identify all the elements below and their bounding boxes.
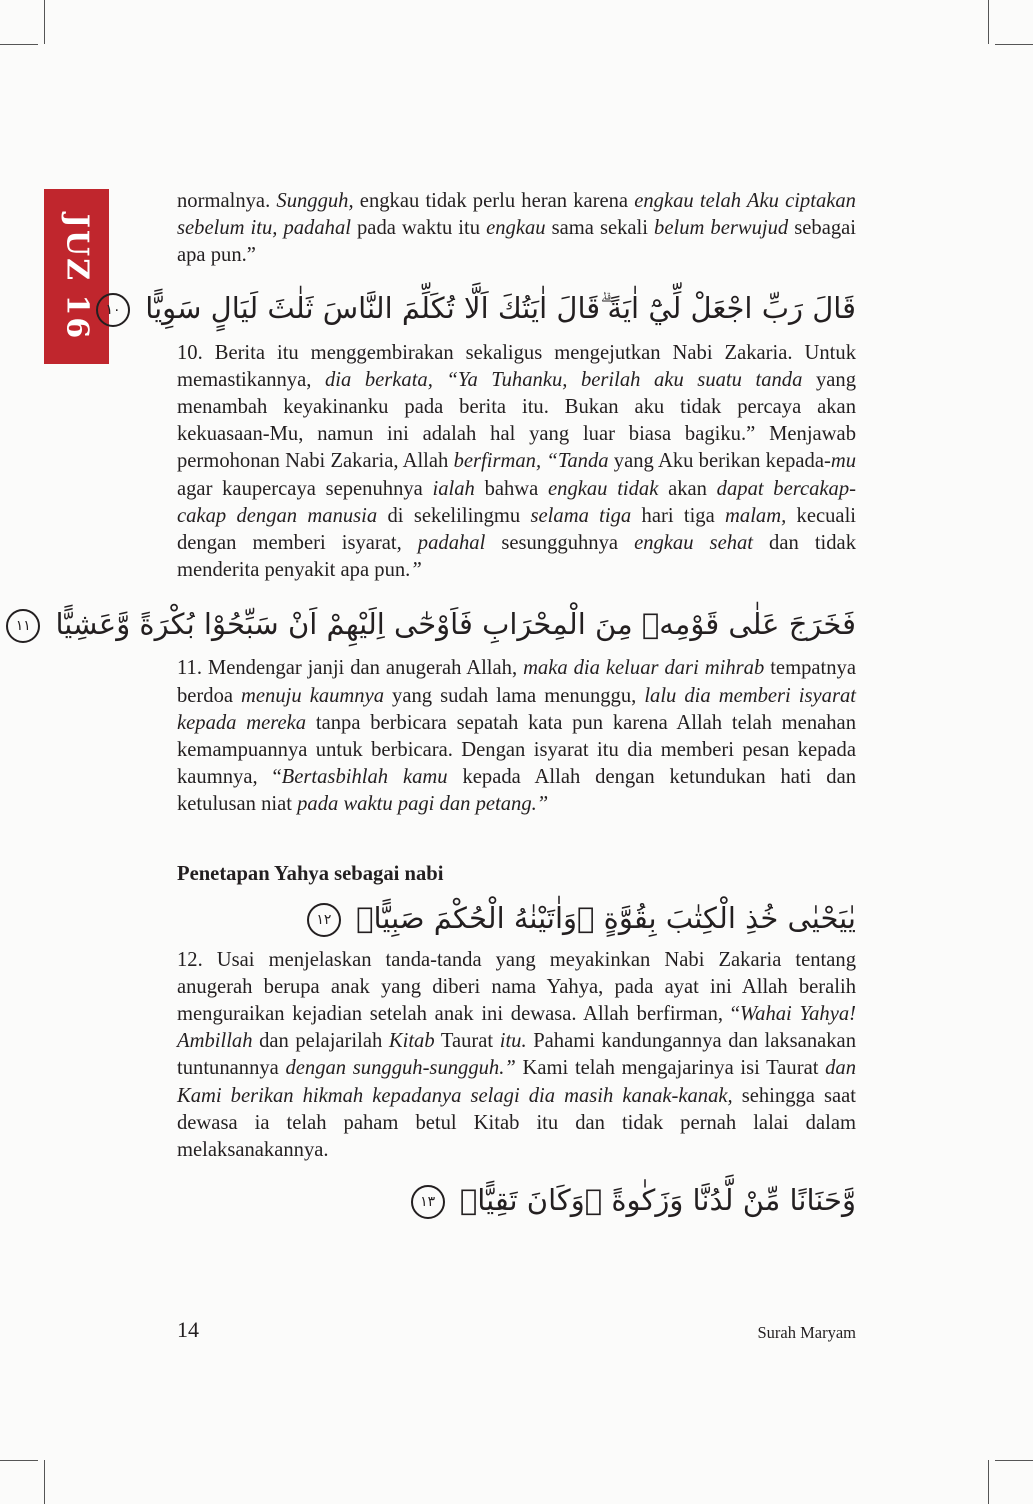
- paragraph-verse-12: [177, 947, 856, 1165]
- italic-text-run: belum berwujud: [654, 217, 789, 240]
- text-run: dan pelajarilah: [252, 1030, 389, 1053]
- text-run: normalnya.: [177, 190, 277, 212]
- italic-text-run: Kitab: [388, 1030, 435, 1053]
- text-run: hari tiga: [631, 504, 726, 527]
- italic-text-run: ialah: [432, 477, 475, 500]
- italic-text-run: selama tiga: [530, 504, 632, 527]
- crop-mark: [988, 0, 989, 44]
- crop-mark: [0, 44, 38, 45]
- text-run: bahwa: [474, 477, 549, 500]
- text-run: sesungguhnya: [485, 532, 635, 555]
- italic-text-run: maka dia keluar dari mihrab: [523, 657, 765, 680]
- ayah-number-marker: ١٠: [96, 293, 130, 327]
- juz-tab: [44, 189, 109, 364]
- arabic-text: فَخَرَجَ عَلٰى قَوْمِهٖ مِنَ الْمِحْرَابِ فَاَوْحٰٓى اِلَيْهِمْ اَنْ سَبِّحُوْا بُكْرَةً وَّعَشِيًّا: [55, 607, 856, 642]
- italic-text-run: pada waktu pagi dan petang.”: [297, 793, 549, 816]
- text-run: 11. Mendengar janji dan anugerah Allah,: [177, 657, 524, 680]
- running-title: Surah Maryam: [757, 1323, 856, 1342]
- italic-text-run: mu: [830, 450, 856, 473]
- text-run: kecuali dengan memberi isyarat,: [177, 504, 857, 555]
- crop-mark: [44, 1460, 45, 1504]
- crop-mark: [44, 0, 45, 44]
- text-run: yang sudah lama menunggu,: [384, 684, 645, 707]
- arabic-text: وَّحَنَانًا مِّنْ لَّدُنَّا وَزَكٰوةً ۗوَكَانَ تَقِيًّاۙ: [459, 1183, 856, 1218]
- italic-text-run: dia berkata, “Ya Tuhanku, berilah aku suatu tanda: [324, 368, 803, 391]
- italic-text-run: itu.: [499, 1030, 527, 1053]
- italic-text-run: engkau sehat: [634, 532, 754, 555]
- ayah-number-marker: ١٢: [307, 903, 341, 937]
- arabic-verse-11: [15, 606, 856, 643]
- text-run: Taurat: [434, 1030, 500, 1053]
- paragraph-verse-10: [177, 340, 856, 585]
- text-run: tempatnya berdoa: [177, 657, 856, 707]
- text-run: Pahami kandungannya dan laksanakan tuntunannya: [177, 1030, 856, 1080]
- text-run: 10. Berita itu menggembirakan sekaligus mengejutkan Nabi Zakaria. Untuk memastikannya,: [177, 341, 856, 391]
- crop-mark: [0, 1460, 38, 1461]
- paragraph-continuation: [177, 188, 856, 270]
- italic-text-run: engkau telah Aku ciptakan sebelum itu, padahal: [177, 190, 856, 240]
- italic-text-run: berfirman, “Tanda: [453, 450, 609, 473]
- italic-text-run: dengan sungguh-sungguh.”: [285, 1057, 516, 1080]
- arabic-verse-13: [177, 1182, 856, 1219]
- text-run: agar kaupercaya sepenuhnya: [177, 477, 433, 500]
- text-run: sebagai apa pun.”: [177, 217, 857, 267]
- paragraph-verse-11: [177, 655, 856, 818]
- italic-text-run: menuju kaumnya: [241, 684, 385, 707]
- italic-text-run: engkau tidak: [548, 477, 659, 500]
- ayah-number-marker: ١٣: [411, 1185, 445, 1219]
- text-run: Kami telah mengajarinya isi Taurat: [515, 1057, 826, 1080]
- italic-text-run: Sungguh,: [276, 190, 354, 212]
- crop-mark: [988, 1460, 989, 1504]
- text-run: dan tidak menderita penyakit apa pun.: [177, 532, 856, 582]
- italic-text-run: Bertasbihlah kamu: [281, 766, 448, 789]
- italic-text-run: dapat bercakap-cakap dengan manusia: [177, 477, 857, 527]
- text-run: 12. Usai menjelaskan tanda-tanda yang meyakinkan Nabi Zakaria tentang anugerah berupa anak yang diberi nama Yahya, pada ayat ini Allah beralih menguraikan kejadian setelah anak ini dewasa. Allah berfirman, “: [177, 948, 856, 1026]
- text-run: sehingga saat dewasa ia telah paham betul Kitab itu dan tidak pernah lalai dalam melaksanakannya.: [177, 1084, 856, 1162]
- arabic-verse-10: [105, 290, 856, 327]
- text-run: kepada Allah dengan ketundukan hati dan ketulusan niat: [177, 766, 857, 816]
- italic-text-run: engkau: [486, 217, 546, 240]
- text-run: sama sekali: [545, 217, 655, 240]
- crop-mark: [995, 1460, 1033, 1461]
- text-run: pada waktu itu: [350, 217, 487, 240]
- text-run: engkau tidak perlu heran karena: [353, 190, 635, 212]
- crop-mark: [995, 44, 1033, 45]
- text-run: di sekelilingmu: [377, 504, 531, 527]
- arabic-text: يٰيَحْيٰى خُذِ الْكِتٰبَ بِقُوَّةٍ ۗوَاٰتَيْنٰهُ الْحُكْمَ صَبِيًّاۙ: [356, 900, 856, 935]
- italic-text-run: lalu dia memberi isyarat kepada mereka: [177, 684, 856, 734]
- italic-text-run: dan Kami berikan hikmah kepadanya selagi dia masih kanak-kanak,: [177, 1057, 857, 1107]
- text-run: akan: [658, 477, 717, 500]
- section-heading: Penetapan Yahya sebagai nabi: [177, 862, 444, 885]
- text-run: yang menambah keyakinanku pada berita itu. Bukan aku tidak percaya akan kekuasaan-Mu, namun ini adalah hal yang luar biasa bagiku.” Menjawab permohonan Nabi Zakaria, Allah: [177, 368, 856, 473]
- juz-label: JUZ 16: [59, 213, 94, 340]
- text-run: tanpa berbicara sepatah kata pun karena Allah telah menahan kemampuannya untuk berbicara. Dengan isyarat itu dia memberi pesan kepada kaumnya, “: [177, 711, 856, 789]
- page-number: 14: [177, 1317, 199, 1342]
- arabic-verse-12: [177, 900, 856, 937]
- text-run: yang Aku berikan kepada-: [608, 450, 831, 473]
- italic-text-run: Wahai Yahya! Ambillah: [177, 1003, 856, 1053]
- italic-text-run: padahal: [417, 532, 486, 555]
- italic-text-run: malam,: [725, 504, 787, 527]
- italic-text-run: ”: [410, 559, 422, 582]
- ayah-number-marker: ١١: [6, 609, 40, 643]
- arabic-text: قَالَ رَبِّ اجْعَلْ لِّيْٓ اٰيَةً ۗقَالَ اٰيَتُكَ اَلَّا تُكَلِّمَ النَّاسَ ثَلٰثَ لَيَالٍ سَوِيًّا: [145, 290, 856, 325]
